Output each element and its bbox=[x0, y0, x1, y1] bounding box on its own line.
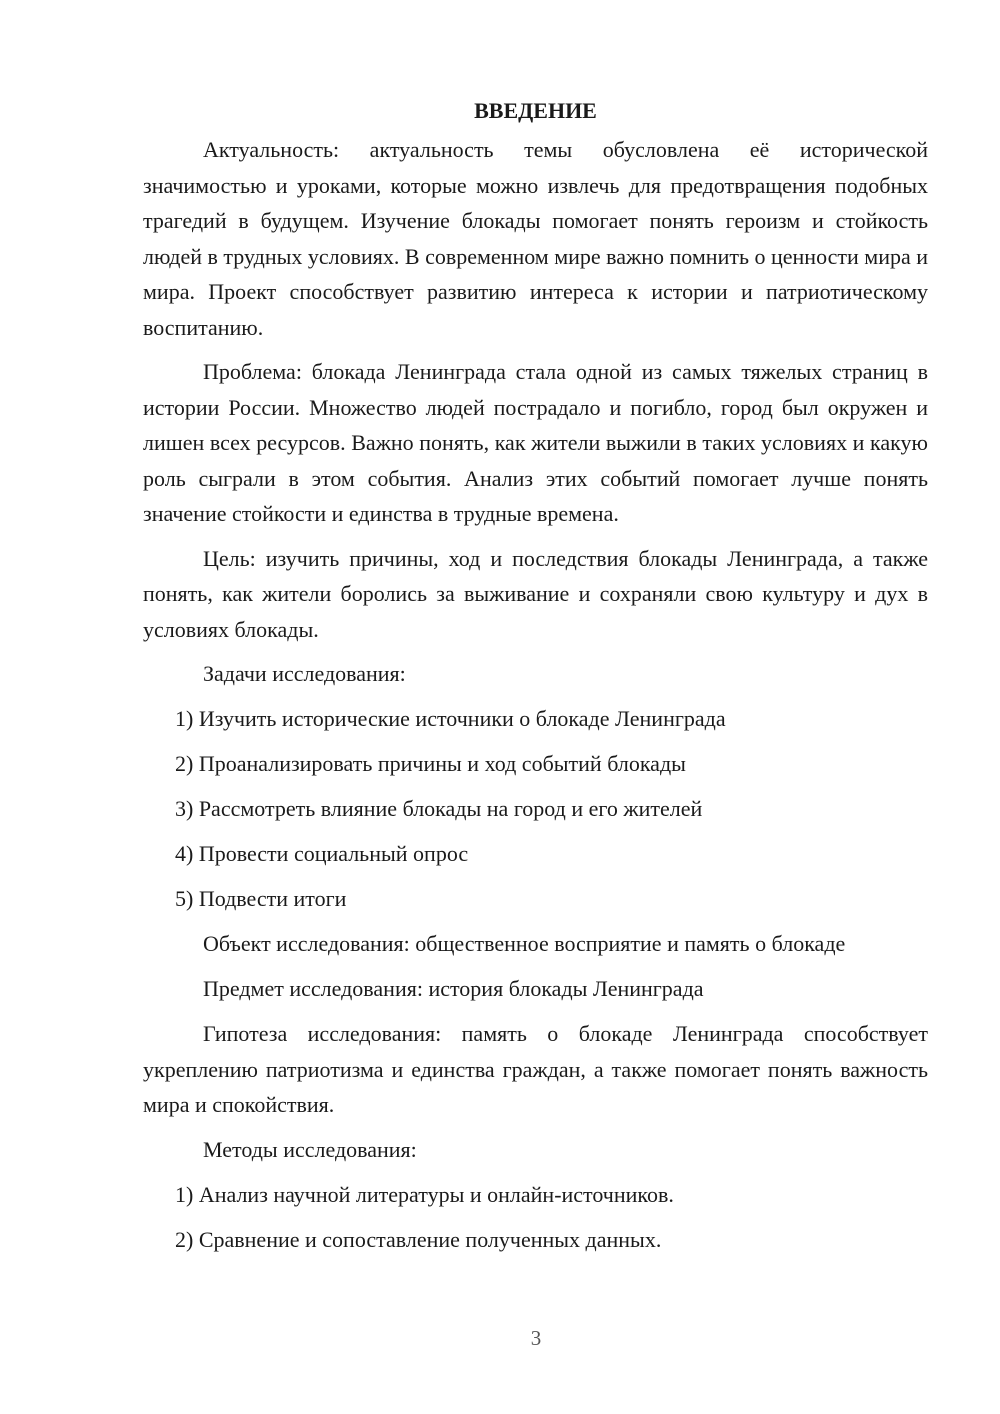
task-item-2: 2) Проанализировать причины и ход событий блокады bbox=[175, 751, 686, 776]
methods-heading: Методы исследования: bbox=[203, 1136, 417, 1162]
goal-paragraph: Цель: изучить причины, ход и последствия блокады Ленинграда, а также понять, как жители боролись за выживание и сохраняли свою культуру и дух в условиях блокады. bbox=[143, 545, 928, 642]
research-subject: Предмет исследования: история блокады Ленинграда bbox=[203, 976, 704, 1001]
method-item-1: 1) Анализ научной литературы и онлайн-источников. bbox=[175, 1181, 674, 1207]
task-item-3: 3) Рассмотреть влияние блокады на город и его жителей bbox=[175, 796, 703, 821]
document-page bbox=[143, 96, 928, 1267]
page-number: 3 bbox=[530, 1326, 542, 1350]
problem-paragraph: Проблема: блокада Ленинграда стала одной из самых тяжелых страниц в истории России. Множество людей пострадало и погибло, город был окружен и лишен всех ресурсов. Важно понять, как жители выжили в таких условиях и какую роль сыграли в этом события. Анализ этих событий помогает лучше понять значение стойкости и единства в трудные времена. bbox=[143, 359, 928, 526]
task-item-4: 4) Провести социальный опрос bbox=[175, 841, 469, 866]
research-object: Объект исследования: общественное восприятие и память о блокаде bbox=[203, 931, 846, 956]
relevance-paragraph: Актуальность: актуальность темы обусловлена её исторической значимостью и уроками, которые можно извлечь для предотвращения подобных трагедий в будущем. Изучение блокады помогает понять героизм и стойкость людей в трудных условиях. В современном мире важно помнить о ценности мира и мира. Проект способствует развитию интереса к истории и патриотическому воспитанию. bbox=[143, 137, 929, 340]
page-title: ВВЕДЕНИЕ bbox=[474, 98, 597, 123]
task-item-5: 5) Подвести итоги bbox=[175, 886, 347, 911]
method-item-2: 2) Сравнение и сопоставление полученных данных. bbox=[175, 1226, 662, 1252]
tasks-heading: Задачи исследования: bbox=[203, 661, 406, 686]
task-item-1: 1) Изучить исторические источники о блокаде Ленинграда bbox=[175, 706, 726, 731]
hypothesis-paragraph: Гипотеза исследования: память о блокаде Ленинграда способствует укреплению патриотизма и единства граждан, а также помогает понять важность мира и спокойствия. bbox=[143, 1021, 928, 1117]
